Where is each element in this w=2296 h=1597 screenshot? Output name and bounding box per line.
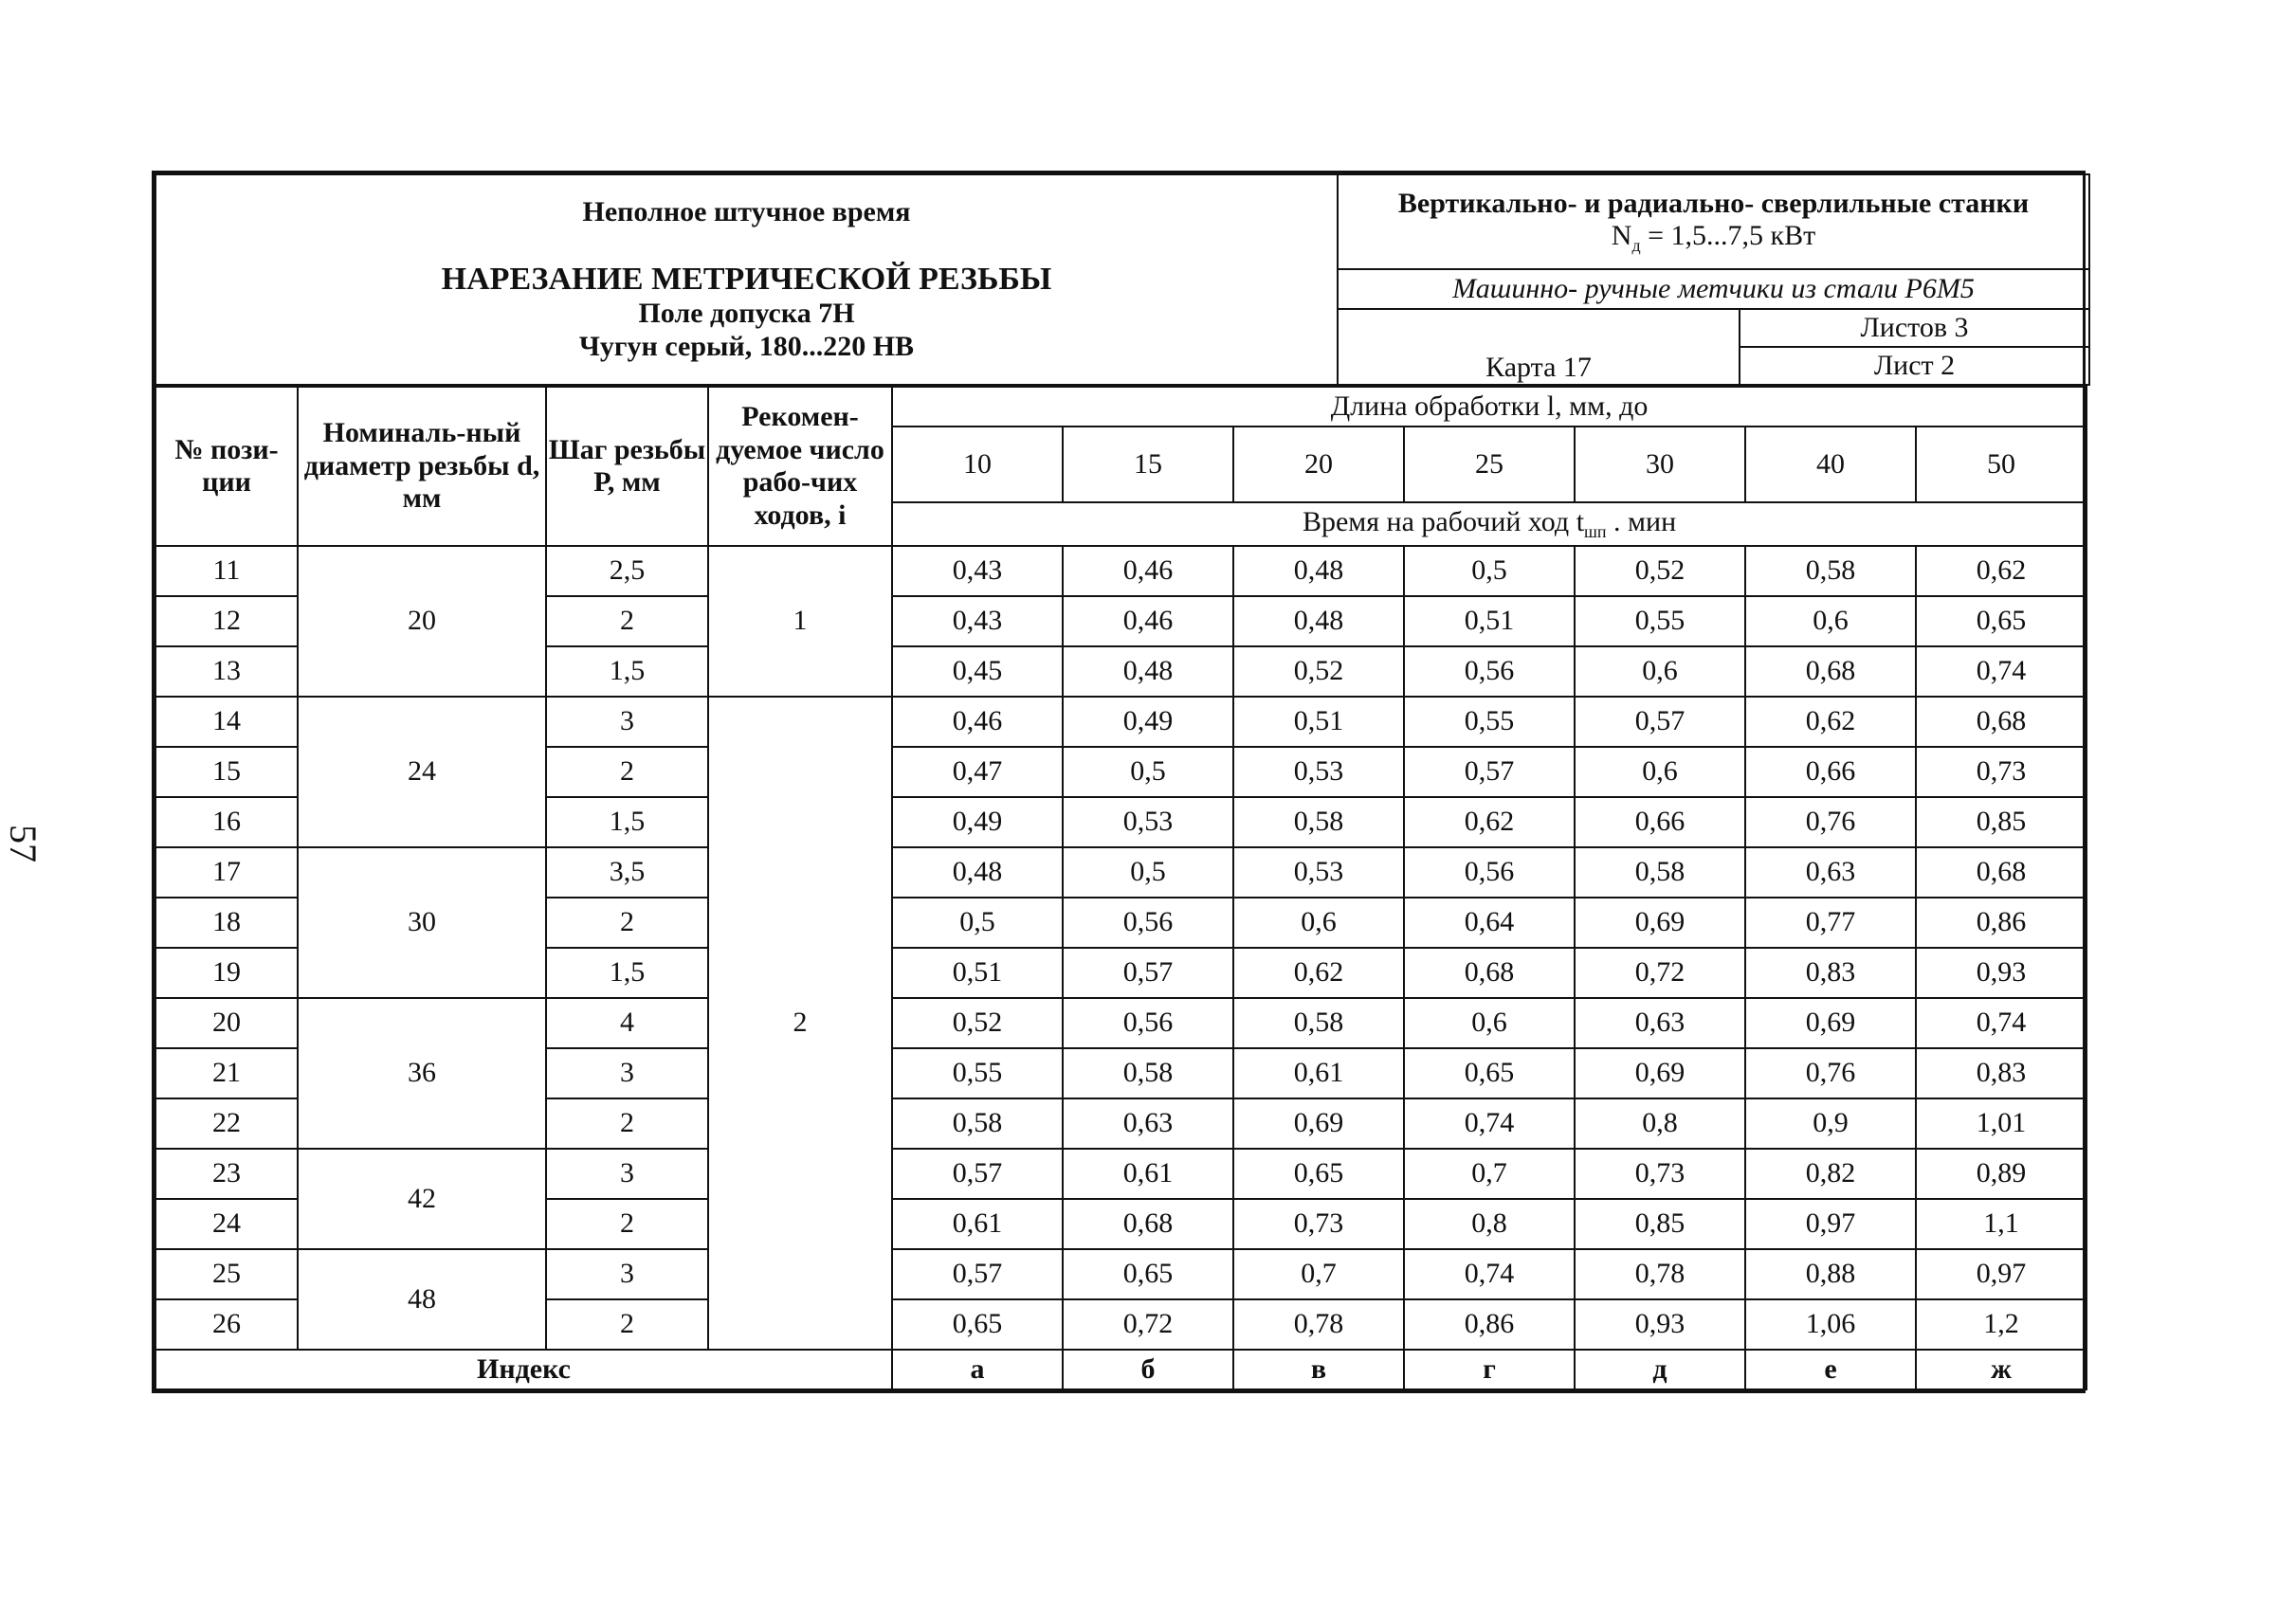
passes-cell: 1	[708, 546, 892, 697]
length-header-6: 50	[1916, 426, 2086, 502]
position-cell: 22	[155, 1098, 298, 1149]
pitch-cell: 2	[546, 1098, 708, 1149]
time-cell: 0,56	[1063, 898, 1233, 948]
time-cell: 0,97	[1916, 1249, 2086, 1299]
position-cell: 17	[155, 847, 298, 898]
time-cell: 0,62	[1404, 797, 1575, 847]
table-row	[155, 998, 2086, 1048]
time-cell: 0,86	[1404, 1299, 1575, 1350]
time-cell: 0,55	[892, 1048, 1063, 1098]
time-cell: 0,6	[1575, 646, 1745, 697]
time-cell: 0,62	[1745, 697, 1916, 747]
card-title-block	[155, 174, 1338, 385]
time-cell: 0,62	[1916, 546, 2086, 596]
pitch-cell: 3,5	[546, 847, 708, 898]
diameter-cell: 30	[298, 847, 546, 998]
time-cell: 0,9	[1745, 1098, 1916, 1149]
table-row	[155, 847, 2086, 898]
time-cell: 0,63	[1575, 998, 1745, 1048]
time-cell: 0,74	[1404, 1249, 1575, 1299]
time-cell: 0,73	[1233, 1199, 1404, 1249]
time-cell: 0,61	[1063, 1149, 1233, 1199]
time-cell: 0,65	[1404, 1048, 1575, 1098]
col-position: № пози-ции	[155, 387, 298, 546]
pitch-cell: 3	[546, 1149, 708, 1199]
pitch-cell: 3	[546, 1249, 708, 1299]
time-cell: 0,53	[1233, 847, 1404, 898]
pitch-cell: 4	[546, 998, 708, 1048]
time-unit-header: Время на рабочий ход $t_{шп}$ . мин	[892, 502, 2086, 546]
time-cell: 0,68	[1916, 697, 2086, 747]
pitch-cell: 2	[546, 1299, 708, 1350]
time-table	[155, 386, 2087, 1390]
time-cell: 0,5	[1063, 847, 1233, 898]
index-letter: в	[1233, 1350, 1404, 1389]
table-row	[155, 1249, 2086, 1299]
time-cell: 0,6	[1233, 898, 1404, 948]
time-cell: 0,8	[1575, 1098, 1745, 1149]
time-cell: 0,97	[1745, 1199, 1916, 1249]
time-cell: 0,58	[1233, 797, 1404, 847]
pitch-cell: 2	[546, 1199, 708, 1249]
position-cell: 26	[155, 1299, 298, 1350]
diameter-cell: 24	[298, 697, 546, 847]
time-cell: 0,56	[1404, 646, 1575, 697]
tolerance-field: Поле допуска 7Н	[638, 298, 855, 330]
time-cell: 0,58	[892, 1098, 1063, 1149]
time-cell: 0,68	[1916, 847, 2086, 898]
index-label: Индекс	[155, 1350, 892, 1389]
time-cell: 0,6	[1575, 747, 1745, 797]
time-cell: 0,6	[1404, 998, 1575, 1048]
time-cell: 0,7	[1404, 1149, 1575, 1199]
time-cell: 0,68	[1404, 948, 1575, 998]
index-row	[155, 1350, 2086, 1389]
time-cell: 0,53	[1063, 797, 1233, 847]
position-cell: 12	[155, 596, 298, 646]
time-cell: 0,53	[1233, 747, 1404, 797]
time-cell: 0,8	[1404, 1199, 1575, 1249]
time-cell: 1,06	[1745, 1299, 1916, 1350]
pitch-cell: 2	[546, 747, 708, 797]
index-letter: а	[892, 1350, 1063, 1389]
time-cell: 0,73	[1575, 1149, 1745, 1199]
position-cell: 25	[155, 1249, 298, 1299]
diameter-cell: 42	[298, 1149, 546, 1249]
page-number: 57	[2, 825, 45, 862]
pitch-cell: 2	[546, 898, 708, 948]
time-cell: 0,77	[1745, 898, 1916, 948]
time-cell: 0,76	[1745, 797, 1916, 847]
time-cell: 0,62	[1233, 948, 1404, 998]
time-cell: 1,01	[1916, 1098, 2086, 1149]
time-cell: 0,51	[1404, 596, 1575, 646]
col-diameter: Номиналь-ный диаметр резьбы d, мм	[298, 387, 546, 546]
time-cell: 0,61	[1233, 1048, 1404, 1098]
time-cell: 0,74	[1916, 646, 2086, 697]
time-cell: 0,78	[1233, 1299, 1404, 1350]
diameter-cell: 48	[298, 1249, 546, 1350]
time-cell: 0,52	[892, 998, 1063, 1048]
time-cell: 0,57	[1404, 747, 1575, 797]
time-cell: 0,69	[1233, 1098, 1404, 1149]
time-cell: 0,47	[892, 747, 1063, 797]
time-cell: 0,57	[1063, 948, 1233, 998]
machine-type: Вертикально- и радиально- сверлильные станки	[1397, 187, 2030, 219]
time-cell: 0,86	[1916, 898, 2086, 948]
table-row	[155, 1149, 2086, 1199]
card-title: НАРЕЗАНИЕ МЕТРИЧЕСКОЙ РЕЗЬБЫ	[441, 262, 1052, 298]
diameter-cell: 20	[298, 546, 546, 697]
time-cell: 0,6	[1745, 596, 1916, 646]
index-letter: е	[1745, 1350, 1916, 1389]
card-subtitle: Неполное штучное время	[582, 195, 911, 227]
time-cell: 0,61	[892, 1199, 1063, 1249]
time-cell: 0,78	[1575, 1249, 1745, 1299]
pitch-cell: 3	[546, 697, 708, 747]
time-cell: 0,69	[1575, 898, 1745, 948]
time-cell: 0,45	[892, 646, 1063, 697]
time-cell: 0,51	[892, 948, 1063, 998]
time-cell: 0,49	[892, 797, 1063, 847]
passes-cell: 2	[708, 697, 892, 1350]
material: Чугун серый, 180...220 НВ	[578, 330, 915, 362]
time-cell: 0,43	[892, 546, 1063, 596]
time-cell: 0,83	[1745, 948, 1916, 998]
time-cell: 0,49	[1063, 697, 1233, 747]
time-cell: 0,65	[1916, 596, 2086, 646]
position-cell: 19	[155, 948, 298, 998]
pitch-cell: 1,5	[546, 948, 708, 998]
time-cell: 0,83	[1916, 1048, 2086, 1098]
time-cell: 0,65	[1063, 1249, 1233, 1299]
time-cell: 0,51	[1233, 697, 1404, 747]
time-cell: 0,46	[1063, 546, 1233, 596]
time-cell: 1,2	[1916, 1299, 2086, 1350]
time-cell: 0,85	[1575, 1199, 1745, 1249]
time-cell: 0,55	[1575, 596, 1745, 646]
time-cell: 0,74	[1916, 998, 2086, 1048]
time-cell: 0,66	[1575, 797, 1745, 847]
time-cell: 0,65	[1233, 1149, 1404, 1199]
length-header-0: 10	[892, 426, 1063, 502]
pitch-cell: 1,5	[546, 646, 708, 697]
position-cell: 14	[155, 697, 298, 747]
position-cell: 23	[155, 1149, 298, 1199]
time-cell: 0,58	[1063, 1048, 1233, 1098]
pitch-cell: 2,5	[546, 546, 708, 596]
length-header-3: 25	[1404, 426, 1575, 502]
time-cell: 0,58	[1745, 546, 1916, 596]
time-cell: 1,1	[1916, 1199, 2086, 1249]
time-cell: 0,63	[1063, 1098, 1233, 1149]
time-cell: 0,88	[1745, 1249, 1916, 1299]
position-cell: 20	[155, 998, 298, 1048]
index-letter: г	[1404, 1350, 1575, 1389]
position-cell: 21	[155, 1048, 298, 1098]
length-header-2: 20	[1233, 426, 1404, 502]
length-group-header: Длина обработки l, мм, до	[892, 387, 2086, 426]
position-cell: 24	[155, 1199, 298, 1249]
time-cell: 0,46	[892, 697, 1063, 747]
time-cell: 0,93	[1916, 948, 2086, 998]
length-header-4: 30	[1575, 426, 1745, 502]
time-cell: 0,48	[1233, 596, 1404, 646]
time-cell: 0,93	[1575, 1299, 1745, 1350]
time-cell: 0,5	[1404, 546, 1575, 596]
time-cell: 0,72	[1063, 1299, 1233, 1350]
table-row	[155, 546, 2086, 596]
time-cell: 0,82	[1745, 1149, 1916, 1199]
time-cell: 0,65	[892, 1299, 1063, 1350]
power-range: $N_д = 1,5...7,5$ кВт	[1611, 220, 1816, 256]
time-cell: 0,66	[1745, 747, 1916, 797]
tool-type: Машинно- ручные метчики из стали Р6М5	[1338, 269, 2089, 309]
machines-cell	[1338, 174, 2089, 269]
time-cell: 0,72	[1575, 948, 1745, 998]
time-cell: 0,68	[1745, 646, 1916, 697]
time-cell: 0,57	[1575, 697, 1745, 747]
time-cell: 0,58	[1575, 847, 1745, 898]
time-cell: 0,7	[1233, 1249, 1404, 1299]
time-cell: 0,73	[1916, 747, 2086, 797]
index-letter: ж	[1916, 1350, 2086, 1389]
time-cell: 0,69	[1575, 1048, 1745, 1098]
time-cell: 0,57	[892, 1249, 1063, 1299]
pitch-cell: 1,5	[546, 797, 708, 847]
time-cell: 0,57	[892, 1149, 1063, 1199]
index-letter: б	[1063, 1350, 1233, 1389]
pitch-cell: 2	[546, 596, 708, 646]
index-letter: д	[1575, 1350, 1745, 1389]
card-number: Карта 17	[1338, 309, 1740, 385]
norm-card	[152, 171, 2086, 1393]
time-cell: 0,46	[1063, 596, 1233, 646]
time-cell: 0,43	[892, 596, 1063, 646]
time-cell: 0,68	[1063, 1199, 1233, 1249]
diameter-cell: 36	[298, 998, 546, 1149]
time-cell: 0,69	[1745, 998, 1916, 1048]
position-cell: 11	[155, 546, 298, 596]
col-passes: Рекомен-дуемое число рабо-чих ходов, i	[708, 387, 892, 546]
time-cell: 0,5	[892, 898, 1063, 948]
card-header	[155, 173, 2090, 386]
col-pitch: Шаг резьбы Р, мм	[546, 387, 708, 546]
time-cell: 0,48	[892, 847, 1063, 898]
table-row	[155, 697, 2086, 747]
time-cell: 0,74	[1404, 1098, 1575, 1149]
time-cell: 0,52	[1233, 646, 1404, 697]
position-cell: 15	[155, 747, 298, 797]
time-cell: 0,85	[1916, 797, 2086, 847]
time-cell: 0,76	[1745, 1048, 1916, 1098]
time-cell: 0,56	[1404, 847, 1575, 898]
position-cell: 13	[155, 646, 298, 697]
time-cell: 0,48	[1233, 546, 1404, 596]
time-cell: 0,55	[1404, 697, 1575, 747]
length-header-5: 40	[1745, 426, 1916, 502]
time-cell: 0,52	[1575, 546, 1745, 596]
time-cell: 0,64	[1404, 898, 1575, 948]
time-cell: 0,58	[1233, 998, 1404, 1048]
time-cell: 0,56	[1063, 998, 1233, 1048]
time-cell: 0,48	[1063, 646, 1233, 697]
position-cell: 16	[155, 797, 298, 847]
position-cell: 18	[155, 898, 298, 948]
pitch-cell: 3	[546, 1048, 708, 1098]
sheet-number: Лист 2	[1740, 347, 2089, 385]
time-cell: 0,5	[1063, 747, 1233, 797]
sheets-total: Листов 3	[1740, 309, 2089, 347]
time-cell: 0,63	[1745, 847, 1916, 898]
length-header-1: 15	[1063, 426, 1233, 502]
time-cell: 0,89	[1916, 1149, 2086, 1199]
